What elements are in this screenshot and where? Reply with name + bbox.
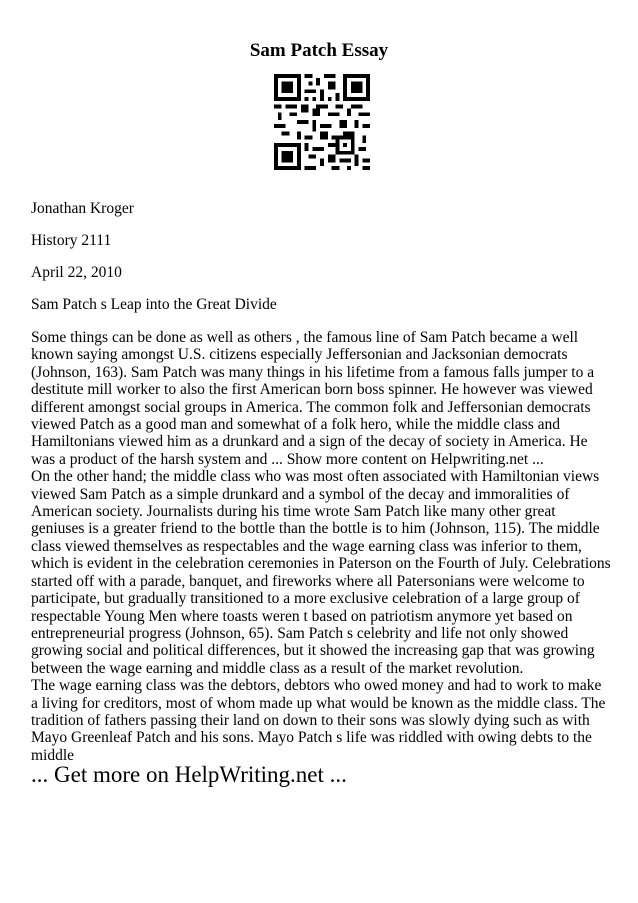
essay-title: Sam Patch s Leap into the Great Divide [31,296,277,313]
essay-date: April 22, 2010 [31,264,122,281]
essay-paragraph: On the other hand; the middle class who was most often associated with Hamiltonian views viewed Sam Patch as a simple drunkard and a symbol of the decay and immoralities of American society. Journalists during his time wrote Sam Patch like many other great geniuses is a greater friend to the bottle than the bottle is to him (Johnson, 115). The middle class viewed themselves as respectables and the wage earning class was inferior to them, which is evident in the celebration ceremonies in Paterson on the Fourth of July. Celebrations started off with a parade, banquet, and fireworks where all Patersonians were welcome to participate, but gradually transitioned to a more exclusive celebration of a large group of respectable Young Men where toasts weren t based on patriotism anymore yet based on entrepreneurial progress (Johnson, 65). Sam Patch s celebrity and life not only showed growing social and political differences, but it showed the increasing gap that was growing between the wage earning and middle class as a result of the market revolution. [31,468,611,677]
qr-code-icon [274,74,370,170]
author-name: Jonathan Kroger [31,200,134,217]
document-title: Sam Patch Essay [249,40,389,61]
essay-body [31,329,611,764]
essay-paragraph: The wage earning class was the debtors, debtors who owed money and had to work to make a living for creditors, most of whom made up what would be known as the middle class. The tradition of fathers passing their land on down to their sons was slowly dying such as with Mayo Greenleaf Patch and his sons. Mayo Patch s life was riddled with owing debts to the middle [31,677,606,764]
get-more-link[interactable]: ... Get more on HelpWriting.net ... [31,762,347,787]
course-name: History 2111 [31,232,112,249]
essay-paragraph: Some things can be done as well as others , the famous line of Sam Patch became a well known saying amongst U.S. citizens especially Jeffersonian and Jacksonian democrats (Johnson, 163). Sam Patch was many things in his lifetime from a famous falls jumper to a destitute mill worker to also the first American born boss spinner. He however was viewed different amongst social groups in America. The common folk and Jeffersonian democrats viewed Patch as a good man and somewhat of a folk hero, while the middle class and Hamiltonians viewed him as a drunkard and a sign of the decay of society in America. He was a product of the harsh system and ... Show more content on Helpwriting.net ... [31,329,595,468]
